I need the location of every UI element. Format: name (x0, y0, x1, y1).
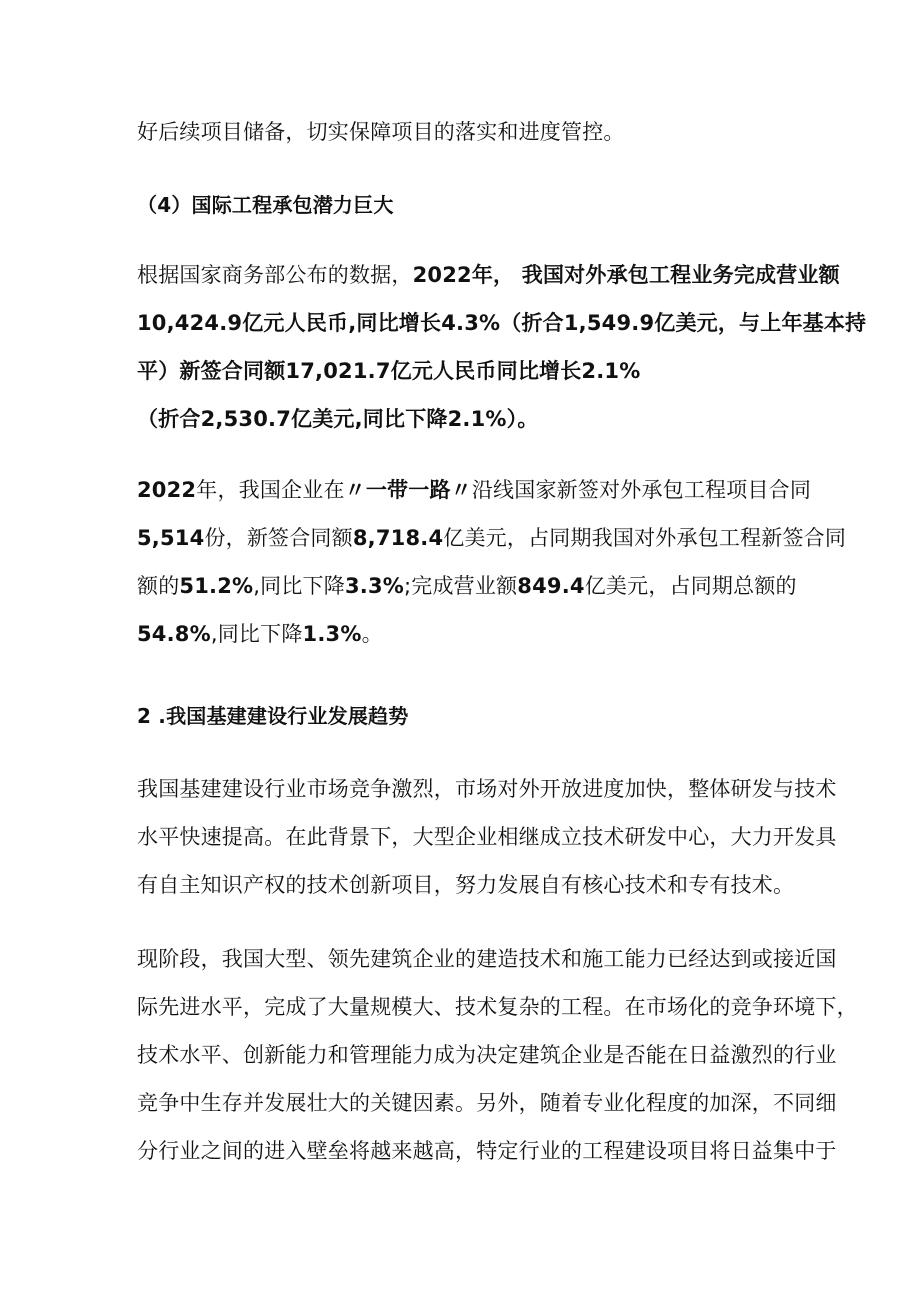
paragraph-intl-bold: 2022年， 我国对外承包工程业务完成营业额 (412, 263, 840, 287)
paragraph-intl-line-2: 10,424.9亿元人民币,同比增长4.3%（折合1,549.9亿美元，与上年基本持 (137, 311, 867, 335)
paragraph-intl-line-1 (137, 260, 840, 290)
year-value: 2022 (137, 478, 197, 502)
text: 额的 (137, 574, 180, 598)
paragraph-intl-line-3: 平）新签合同额17,021.7亿元人民币同比增长2.1% (137, 359, 641, 383)
percent-value: 3.3% (344, 574, 404, 598)
text: 份，新签合同额 (204, 526, 353, 550)
belt-road-term: 〃一带一路〃 (344, 478, 472, 502)
text: ,同比下降 (210, 622, 303, 646)
text: ,同比下降 (253, 574, 345, 598)
section-heading-2: 2 .我国基建建设行业发展趋势 (137, 704, 409, 728)
paragraph-now-line-4: 竞争中生存并发展壮大的关键因素。另外，随着专业化程度的加深，不同细 (137, 1091, 837, 1115)
amount-value: 8,718.4 (352, 526, 444, 550)
paragraph-trend-line-1: 我国基建建设行业市场竞争激烈，市场对外开放进度加快，整体研发与技术 (137, 777, 837, 801)
percent-value: 54.8% (137, 622, 211, 646)
amount-value: 849.4 (517, 574, 585, 598)
paragraph-belt-line-2 (137, 523, 846, 553)
paragraph-belt-line-4 (137, 619, 383, 649)
count-value: 5,514 (137, 526, 205, 550)
text: 亿美元，占同期总额的 (584, 574, 797, 598)
paragraph-now-line-3: 技术水平、创新能力和管理能力成为决定建筑企业是否能在日益激烈的行业 (137, 1043, 837, 1067)
paragraph-trend-line-3: 有自主知识产权的技术创新项目，努力发展自有核心技术和专有技术。 (137, 873, 795, 897)
paragraph-now-line-5: 分行业之间的进入壁垒将越来越高，特定行业的工程建设项目将日益集中于 (137, 1139, 837, 1163)
percent-value: 1.3% (302, 622, 362, 646)
text: 。 (361, 622, 383, 646)
text: 亿美元，占同期我国对外承包工程新签合同 (443, 526, 847, 550)
paragraph-intl-line-4: （折合2,530.7亿美元,同比下降2.1%）。 (137, 407, 539, 431)
section-heading-4: （4）国际工程承包潜力巨大 (137, 193, 394, 217)
percent-value: 51.2% (179, 574, 254, 598)
paragraph-belt-line-1 (137, 475, 811, 505)
text: 沿线国家新签对外承包工程项目合同 (471, 478, 812, 502)
paragraph-now-line-2: 际先进水平，完成了大量规模大、技术复杂的工程。在市场化的竞争环境下， (137, 995, 858, 1019)
paragraph-intl-text: 根据国家商务部公布的数据， (137, 263, 413, 287)
paragraph-intro-line-1: 好后续项目储备，切实保障项目的落实和进度管控。 (137, 120, 625, 144)
paragraph-now-line-1: 现阶段，我国大型、领先建筑企业的建造技术和施工能力已经达到或接近国 (137, 947, 837, 971)
text: 年，我国企业在 (196, 478, 345, 502)
text: ;完成营业额 (404, 574, 518, 598)
paragraph-belt-line-3 (137, 571, 797, 601)
paragraph-trend-line-2: 水平快速提高。在此背景下，大型企业相继成立技术研发中心，大力开发具 (137, 825, 837, 849)
